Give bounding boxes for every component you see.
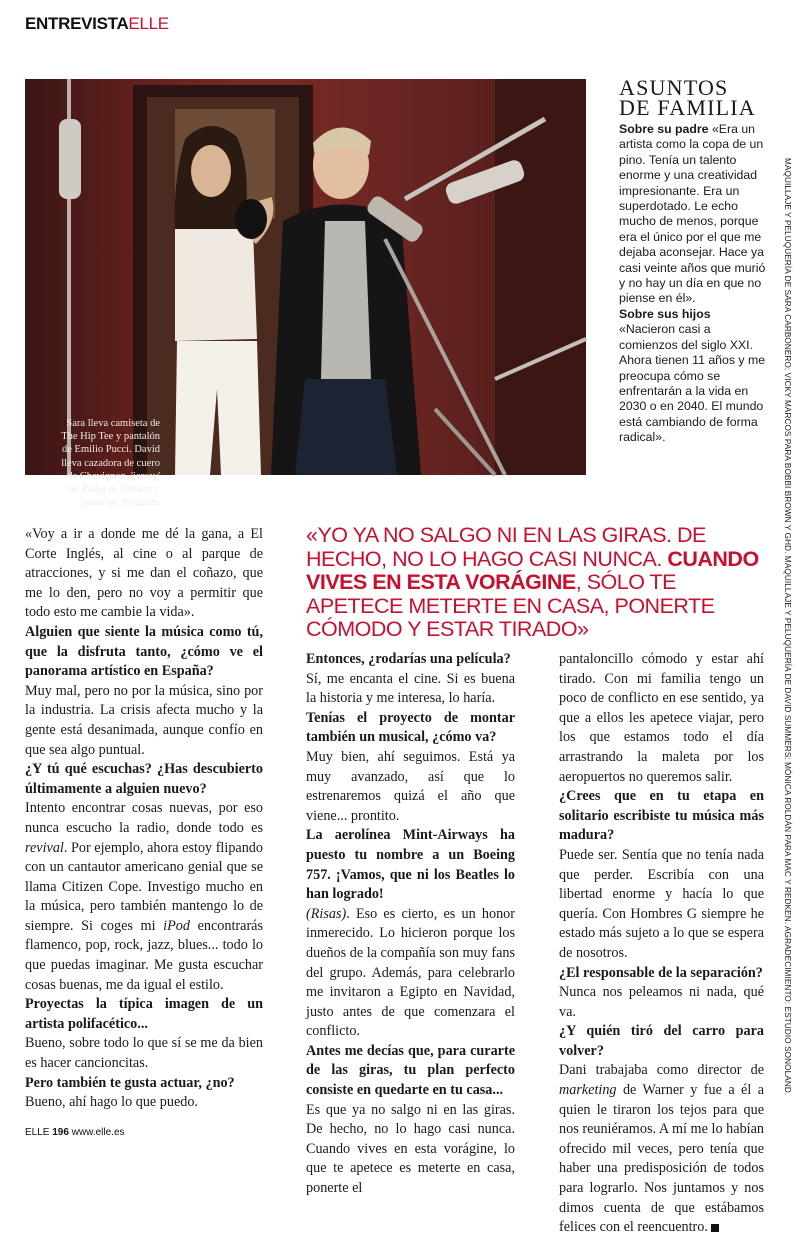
question: Pero también te gusta actuar, ¿no? <box>25 1074 235 1091</box>
page-number: 196 <box>52 1127 69 1138</box>
question: ¿El responsable de la separación? <box>559 964 763 981</box>
section-header <box>25 14 169 34</box>
answer: «Voy a ir a donde me dé la gana, a El Corte Inglés, al cine o al parque de atracciones, y si me dan el coñazo, que me lo den, pero no voy a permitir que todo esto me cambie la vida». <box>25 526 263 621</box>
answer-italic: marketing <box>559 1082 617 1099</box>
sidebar-title <box>619 75 767 120</box>
answer: Muy mal, pero no por la música, sino por la industria. La crisis afecta mucho y la gente está desanimada, aunque confío en que sea algo puntual. <box>25 682 263 758</box>
sidebar-father-text: «Era un artista como la copa de un pino. Tenía un talento enorme y una creatividad impresionante. Era un superdotado. Le echo mucho de menos, porque era el único por el que me dejaba aconsejar. Hace ya casi veinte años que murió y no hay un día en que no piense en él». <box>619 122 766 306</box>
answer: Bueno, sobre todo lo que sí se me da bien es hacer cancioncitas. <box>25 1035 263 1072</box>
sidebar-children-label: Sobre sus hijos <box>619 306 711 321</box>
answer <box>559 1061 764 1237</box>
section-name: ENTREVISTA <box>25 14 129 33</box>
answer <box>306 905 515 1042</box>
answer-italic: (Risas) <box>306 905 347 922</box>
recording-studio-illustration <box>25 79 586 475</box>
answer: pantaloncillo cómodo y estar ahí tirado. Con mi familia tengo un poco de conflicto en ese sentido, ya que a ellos les apetece viajar, pero los que estamos todo el día arrastrando la maleta por los aeropuertos no queremos salir. <box>559 651 764 785</box>
pull-quote-part1: «YO YA NO SALGO NI EN LAS GIRAS. DE HECHO, NO LO HAGO CASI NUNCA. <box>306 523 706 571</box>
answer: Puede ser. Sentía que no tenía nada que perder. Escribía con una libertad enorme y hacía lo que quería. Con Hombres G siempre he estado más sujeto a lo que se espera de nosotros. <box>559 846 764 961</box>
sidebar-title-line2: DE FAMILIA <box>619 95 756 120</box>
answer-text: Intento encontrar cosas nuevas, por eso nunca escucho la radio, donde todo es <box>25 800 263 836</box>
question: Antes me decías que, para curarte de las giras, tu plan perfecto consiste en quedarte en tu casa... <box>306 1042 515 1099</box>
pull-quote-part2: , SÓLO TE APETECE METERTE EN CASA, PONERTE CÓMODO Y ESTAR TIRADO» <box>306 570 715 641</box>
question: Entonces, ¿rodarías una película? <box>306 651 511 667</box>
sidebar-title-line1: ASUNTOS <box>619 75 729 100</box>
answer: Es que ya no salgo ni en las giras. De hecho, no lo hago casi nunca. Cuando vives en esta vorágine, lo que te apetece es meterte en casa, ponerte el <box>306 1101 515 1197</box>
answer-text: . Eso es cierto, es un honor inmerecido. Lo hicieron porque los dueños de la compañía son muy fans del grupo. Además, para celebrarlo me invitaron a Egipto en Navidad, justo antes de que comenzara el conflicto. <box>306 905 515 1040</box>
question: ¿Y tú qué escuchas? ¿Has descubierto últimamente a alguien nuevo? <box>25 761 263 797</box>
production-credits: MAQUILLAJE Y PELUQUERÍA DE SARA CARBONERO: VICKY MARCOS PARA BOBBI BROWN Y GHD. MAQUILLAJE Y PELUQUERÍA DE DAVID SUMMERS: MÓNICA ROLDÁN PARA MAC Y REDKEN. AGRADECIMIENTO: ESTUDIO SONOLAND. <box>783 158 792 1096</box>
question: ¿Crees que en tu etapa en solitario escribiste tu música más madura? <box>559 788 764 844</box>
photo-caption: Sara lleva camiseta de The Hip Tee y pantalón de Emilio Pucci. David lleva cazadora de cuero de Chevignon, 'jersey' de Zadig & Voltaire y 'jeans' de Religion. <box>61 418 160 509</box>
answer-italic: revival <box>25 839 64 856</box>
question: La aerolínea Mint-Airways ha puesto tu nombre a un Boeing 757. ¡Vamos, que ni los Beatles lo han logrado! <box>306 827 515 903</box>
answer-italic: iPod <box>163 917 190 934</box>
sidebar-children <box>619 307 767 446</box>
answer-text: Dani trabajaba como director de <box>559 1062 764 1079</box>
article-column-2 <box>306 650 515 1199</box>
answer <box>25 799 263 995</box>
question: ¿Y quién tiró del carro para volver? <box>559 1023 764 1059</box>
page-footer <box>25 1127 125 1138</box>
footer-url: www.elle.es <box>71 1127 125 1138</box>
sidebar-father-label: Sobre su padre <box>619 122 709 136</box>
answer-text: . Por ejemplo, ahora estoy flipando con un cantautor americano genial que se llama Citizen Cope. Investigo mucho en la música, pero también mantengo lo de siempre. Si coges mi <box>25 839 263 934</box>
question: Proyectas la típica imagen de un artista polifacético... <box>25 996 263 1032</box>
magazine-brand: ELLE <box>128 14 169 33</box>
question: Alguien que siente la música como tú, que la disfruta tanto, ¿cómo ve el panorama artístico en España? <box>25 623 263 680</box>
answer-text: encontrarás flamenco, pop, rock, jazz, blues... todo lo que puedas imaginar. Me gusta escuchar cosas buenas, me da igual el estilo. <box>25 917 263 993</box>
studio-photo <box>25 79 586 509</box>
article-column-1 <box>25 525 263 1113</box>
pull-quote <box>306 524 771 642</box>
sidebar-father <box>619 122 767 307</box>
answer: Sí, me encanta el cine. Si es buena la historia y me interesa, lo haría. <box>306 670 515 707</box>
family-sidebar <box>619 75 767 446</box>
article-column-3 <box>559 650 764 1238</box>
end-of-article-mark <box>711 1224 719 1232</box>
answer: Muy bien, ahí seguimos. Está ya muy avanzado, así que lo estrenaremos quizá el año que viene... prontito. <box>306 748 515 824</box>
answer: Nunca nos peleamos ni nada, qué va. <box>559 984 764 1020</box>
answer: Bueno, ahí hago lo que puedo. <box>25 1094 198 1111</box>
answer-text: de Warner y fue a él a quien le tiraron los tejos para que nos reuniéramos. A mí me lo habían ofrecido mil veces, pero tenía que haber una predisposición de todos para lograrlo. Nos juntamos y nos dimos cuenta de que estábamos felices con el reencuentro. <box>559 1082 764 1236</box>
sidebar-children-text: «Nacieron casi a comienzos del siglo XXI. Ahora tienen 11 años y me preocupa cómo se enfrentarán a la vida en 2030 o en 2040. El mundo está cambiando de forma radical». <box>619 322 766 445</box>
question: Tenías el proyecto de montar también un musical, ¿cómo va? <box>306 709 515 746</box>
footer-brand: ELLE <box>25 1127 50 1138</box>
pull-quote-bold: CUANDO VIVES EN ESTA VORÁGINE <box>306 546 759 594</box>
